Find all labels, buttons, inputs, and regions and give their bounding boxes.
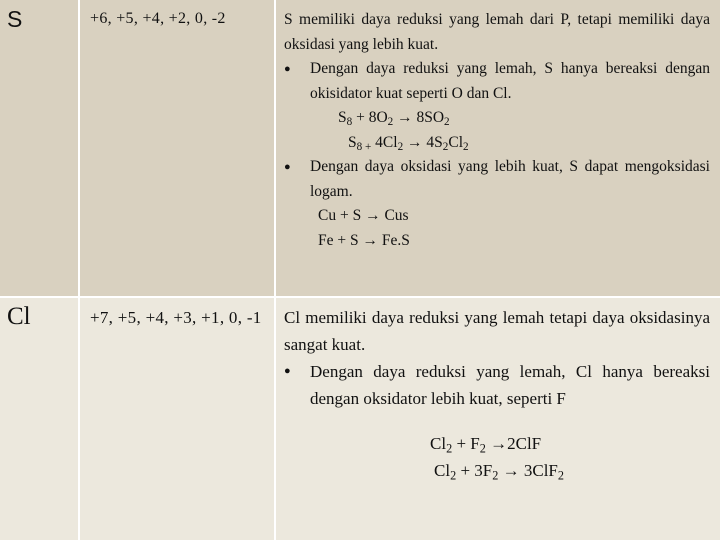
oxidation-states: +6, +5, +4, +2, 0, -2 [90, 10, 226, 27]
element-symbol: S [7, 6, 23, 32]
element-cell-s [0, 0, 78, 296]
element-cell-cl [0, 298, 78, 540]
description-intro: S memiliki daya reduksi yang lemah dari P, tetapi memiliki daya oksidasi yang lebih kuat. [284, 11, 710, 53]
description-intro: Cl memiliki daya reduksi yang lemah tetapi daya oksidasinya sangat kuat. [284, 308, 710, 354]
bullet-icon: ● [284, 161, 291, 173]
oxidation-states: +7, +5, +4, +3, +1, 0, -1 [90, 308, 262, 327]
description-cell-s [276, 0, 720, 296]
equation-line: Cu + S → Cus [318, 207, 409, 224]
oxidation-states-cell-s [80, 0, 274, 296]
bullet-text: Dengan daya reduksi yang lemah, S hanya bereaksi dengan okisidator kuat seperti O dan Cl. [310, 60, 710, 102]
bullet-text: Dengan daya reduksi yang lemah, Cl hanya bereaksi dengan oksidator lebih kuat, seperti F [310, 362, 710, 408]
oxidation-states-cell-cl [80, 298, 274, 540]
equation-line: Fe + S → Fe.S [318, 231, 410, 249]
bullet-item [284, 155, 710, 204]
description-cell-cl [276, 298, 720, 540]
equation-line: $S_8 + 8O_2 \to 8SO_2$ [338, 109, 450, 129]
bullet-text: Dengan daya oksidasi yang lebih kuat, S dapat mengoksidasi logam. [310, 158, 710, 200]
equation-line: $Cl_2 + 3F_2 \to 3ClF_2$ [434, 461, 565, 483]
bullet-item [284, 358, 710, 412]
bullet-icon: ● [284, 365, 291, 377]
bullet-icon: ● [284, 63, 291, 75]
element-symbol: Cl [7, 303, 31, 330]
equation-line: $S_{8 +}$ $4Cl_2 \to 4S_2Cl_2$ [348, 133, 469, 153]
equation-line: $Cl_2 + F_2 \to 2ClF$ [430, 434, 542, 456]
bullet-item [284, 57, 710, 106]
